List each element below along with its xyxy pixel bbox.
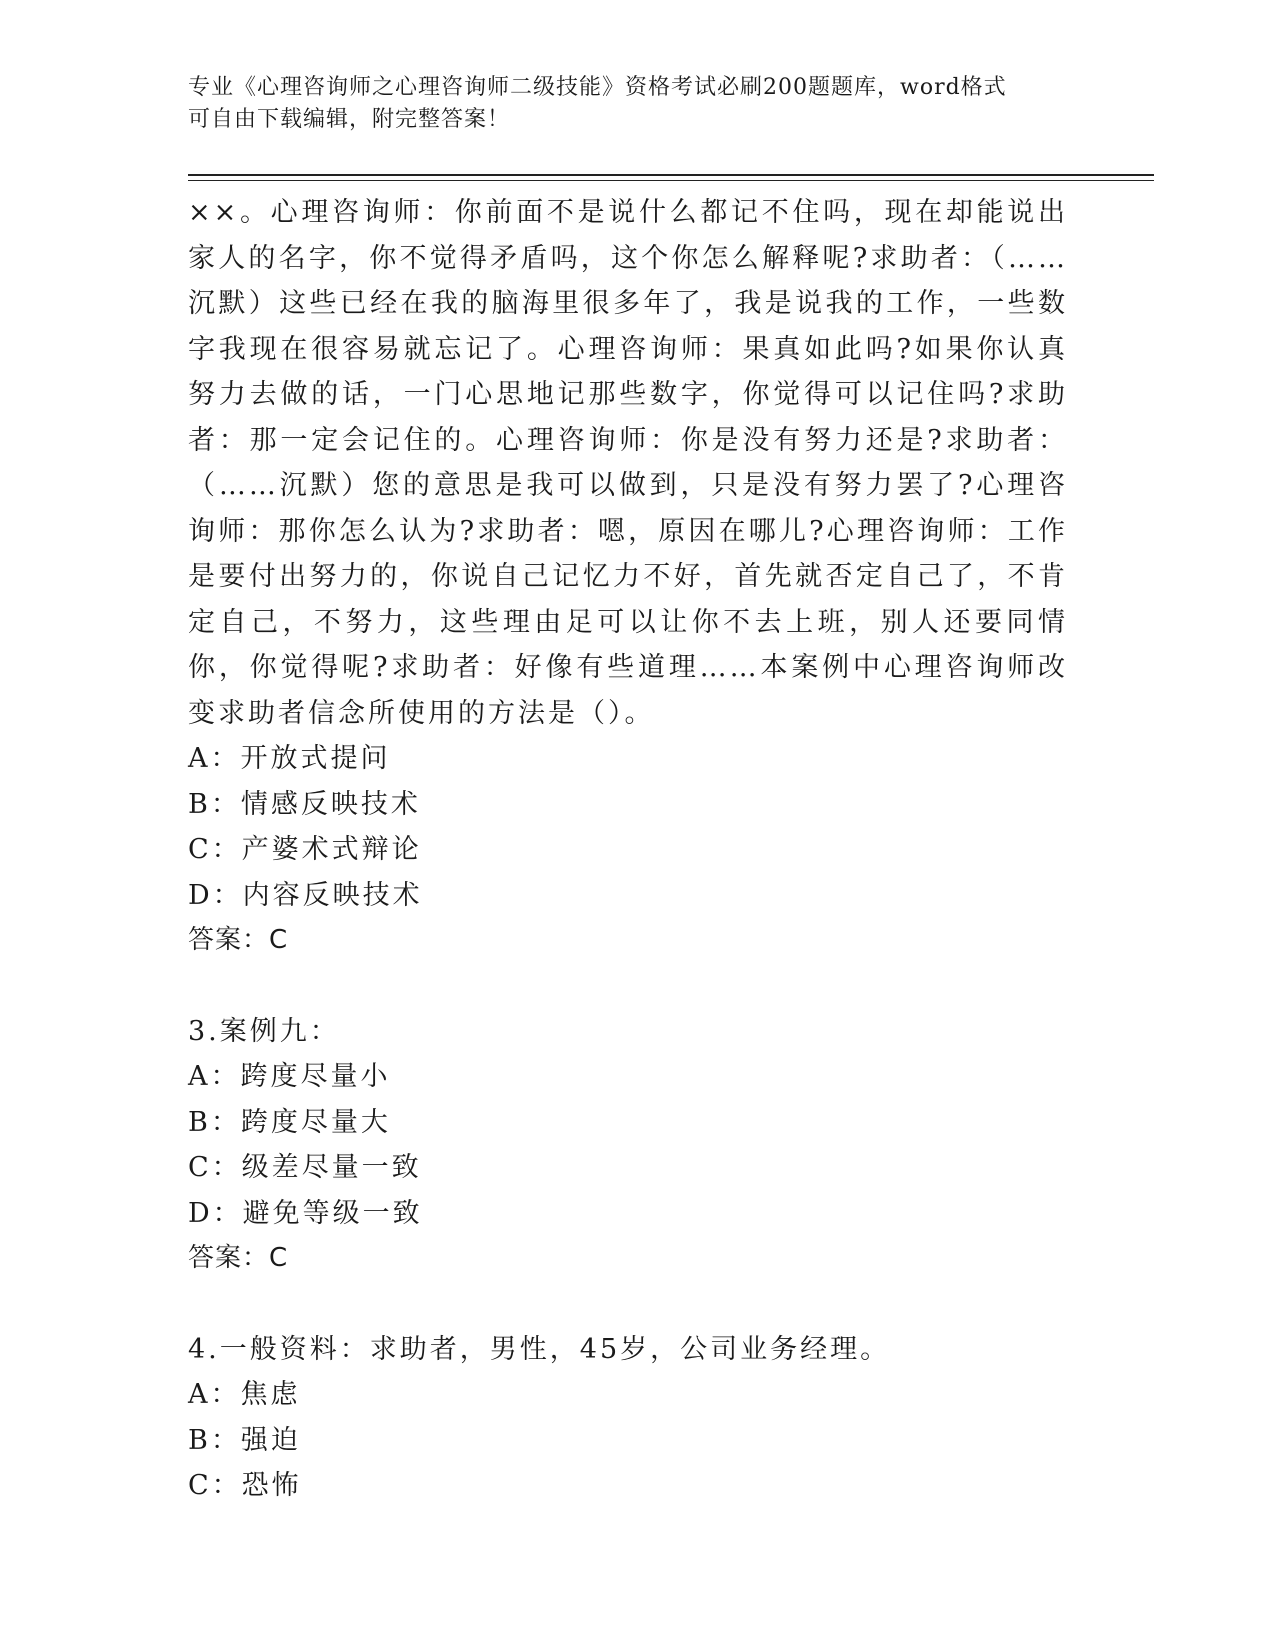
question-2-option-b: B：情感反映技术 <box>188 788 421 820</box>
question-2-option-c: C：产婆术式辩论 <box>188 834 422 865</box>
document-header <box>188 72 1068 136</box>
header-line-2: 可自由下载编辑，附完整答案！ <box>188 107 511 132</box>
question-3-option-c: C：级差尽量一致 <box>188 1152 422 1183</box>
question-3-answer: 答案：C <box>188 1243 289 1273</box>
header-divider-thin <box>188 180 1154 181</box>
question-4-option-c: C：恐怖 <box>188 1470 302 1501</box>
question-content <box>188 190 1068 1509</box>
question-2-passage: ××。心理咨询师：你前面不是说什么都记不住吗，现在却能说出家人的名字，你不觉得矛盾吗，这个你怎么解释呢?求助者：（……沉默）这些已经在我的脑海里很多年了，我是说我的工作，一些数字我现在很容易就忘记了。心理咨询师：果真如此吗?如果你认真努力去做的话，一门心思地记那些数字，你觉得可以记住吗?求助者：那一定会记住的。心理咨询师：你是没有努力还是?求助者：（……沉默）您的意思是我可以做到，只是没有努力罢了?心理咨询师：那你怎么认为?求助者：嗯，原因在哪儿?心理咨询师：工作是要付出努力的，你说自己记忆力不好，首先就否定自己了，不肯定自己，不努力，这些理由足可以让你不去上班，别人还要同情你，你觉得呢?求助者：好像有些道理……本案例中心理咨询师改变求助者信念所使用的方法是（）。 <box>188 197 1068 729</box>
question-3-option-a: A：跨度尽量小 <box>188 1061 391 1092</box>
spacer <box>188 1282 1068 1327</box>
question-3-title: 3.案例九： <box>188 1015 340 1047</box>
question-2-option-d: D：内容反映技术 <box>188 879 423 911</box>
question-4-title: 4.一般资料：求助者，男性，45岁，公司业务经理。 <box>188 1333 891 1365</box>
question-2-answer: 答案：C <box>188 925 289 955</box>
question-4-option-a: A：焦虑 <box>188 1379 301 1410</box>
question-3-option-b: B：跨度尽量大 <box>188 1106 391 1138</box>
header-line-1: 专业《心理咨询师之心理咨询师二级技能》资格考试必刷200题题库，word格式 <box>188 75 1007 100</box>
question-2-option-a: A：开放式提问 <box>188 743 391 774</box>
question-3-option-d: D：避免等级一致 <box>188 1197 423 1229</box>
question-4-option-b: B：强迫 <box>188 1424 301 1456</box>
header-divider-thick <box>188 174 1154 176</box>
spacer <box>188 964 1068 1009</box>
